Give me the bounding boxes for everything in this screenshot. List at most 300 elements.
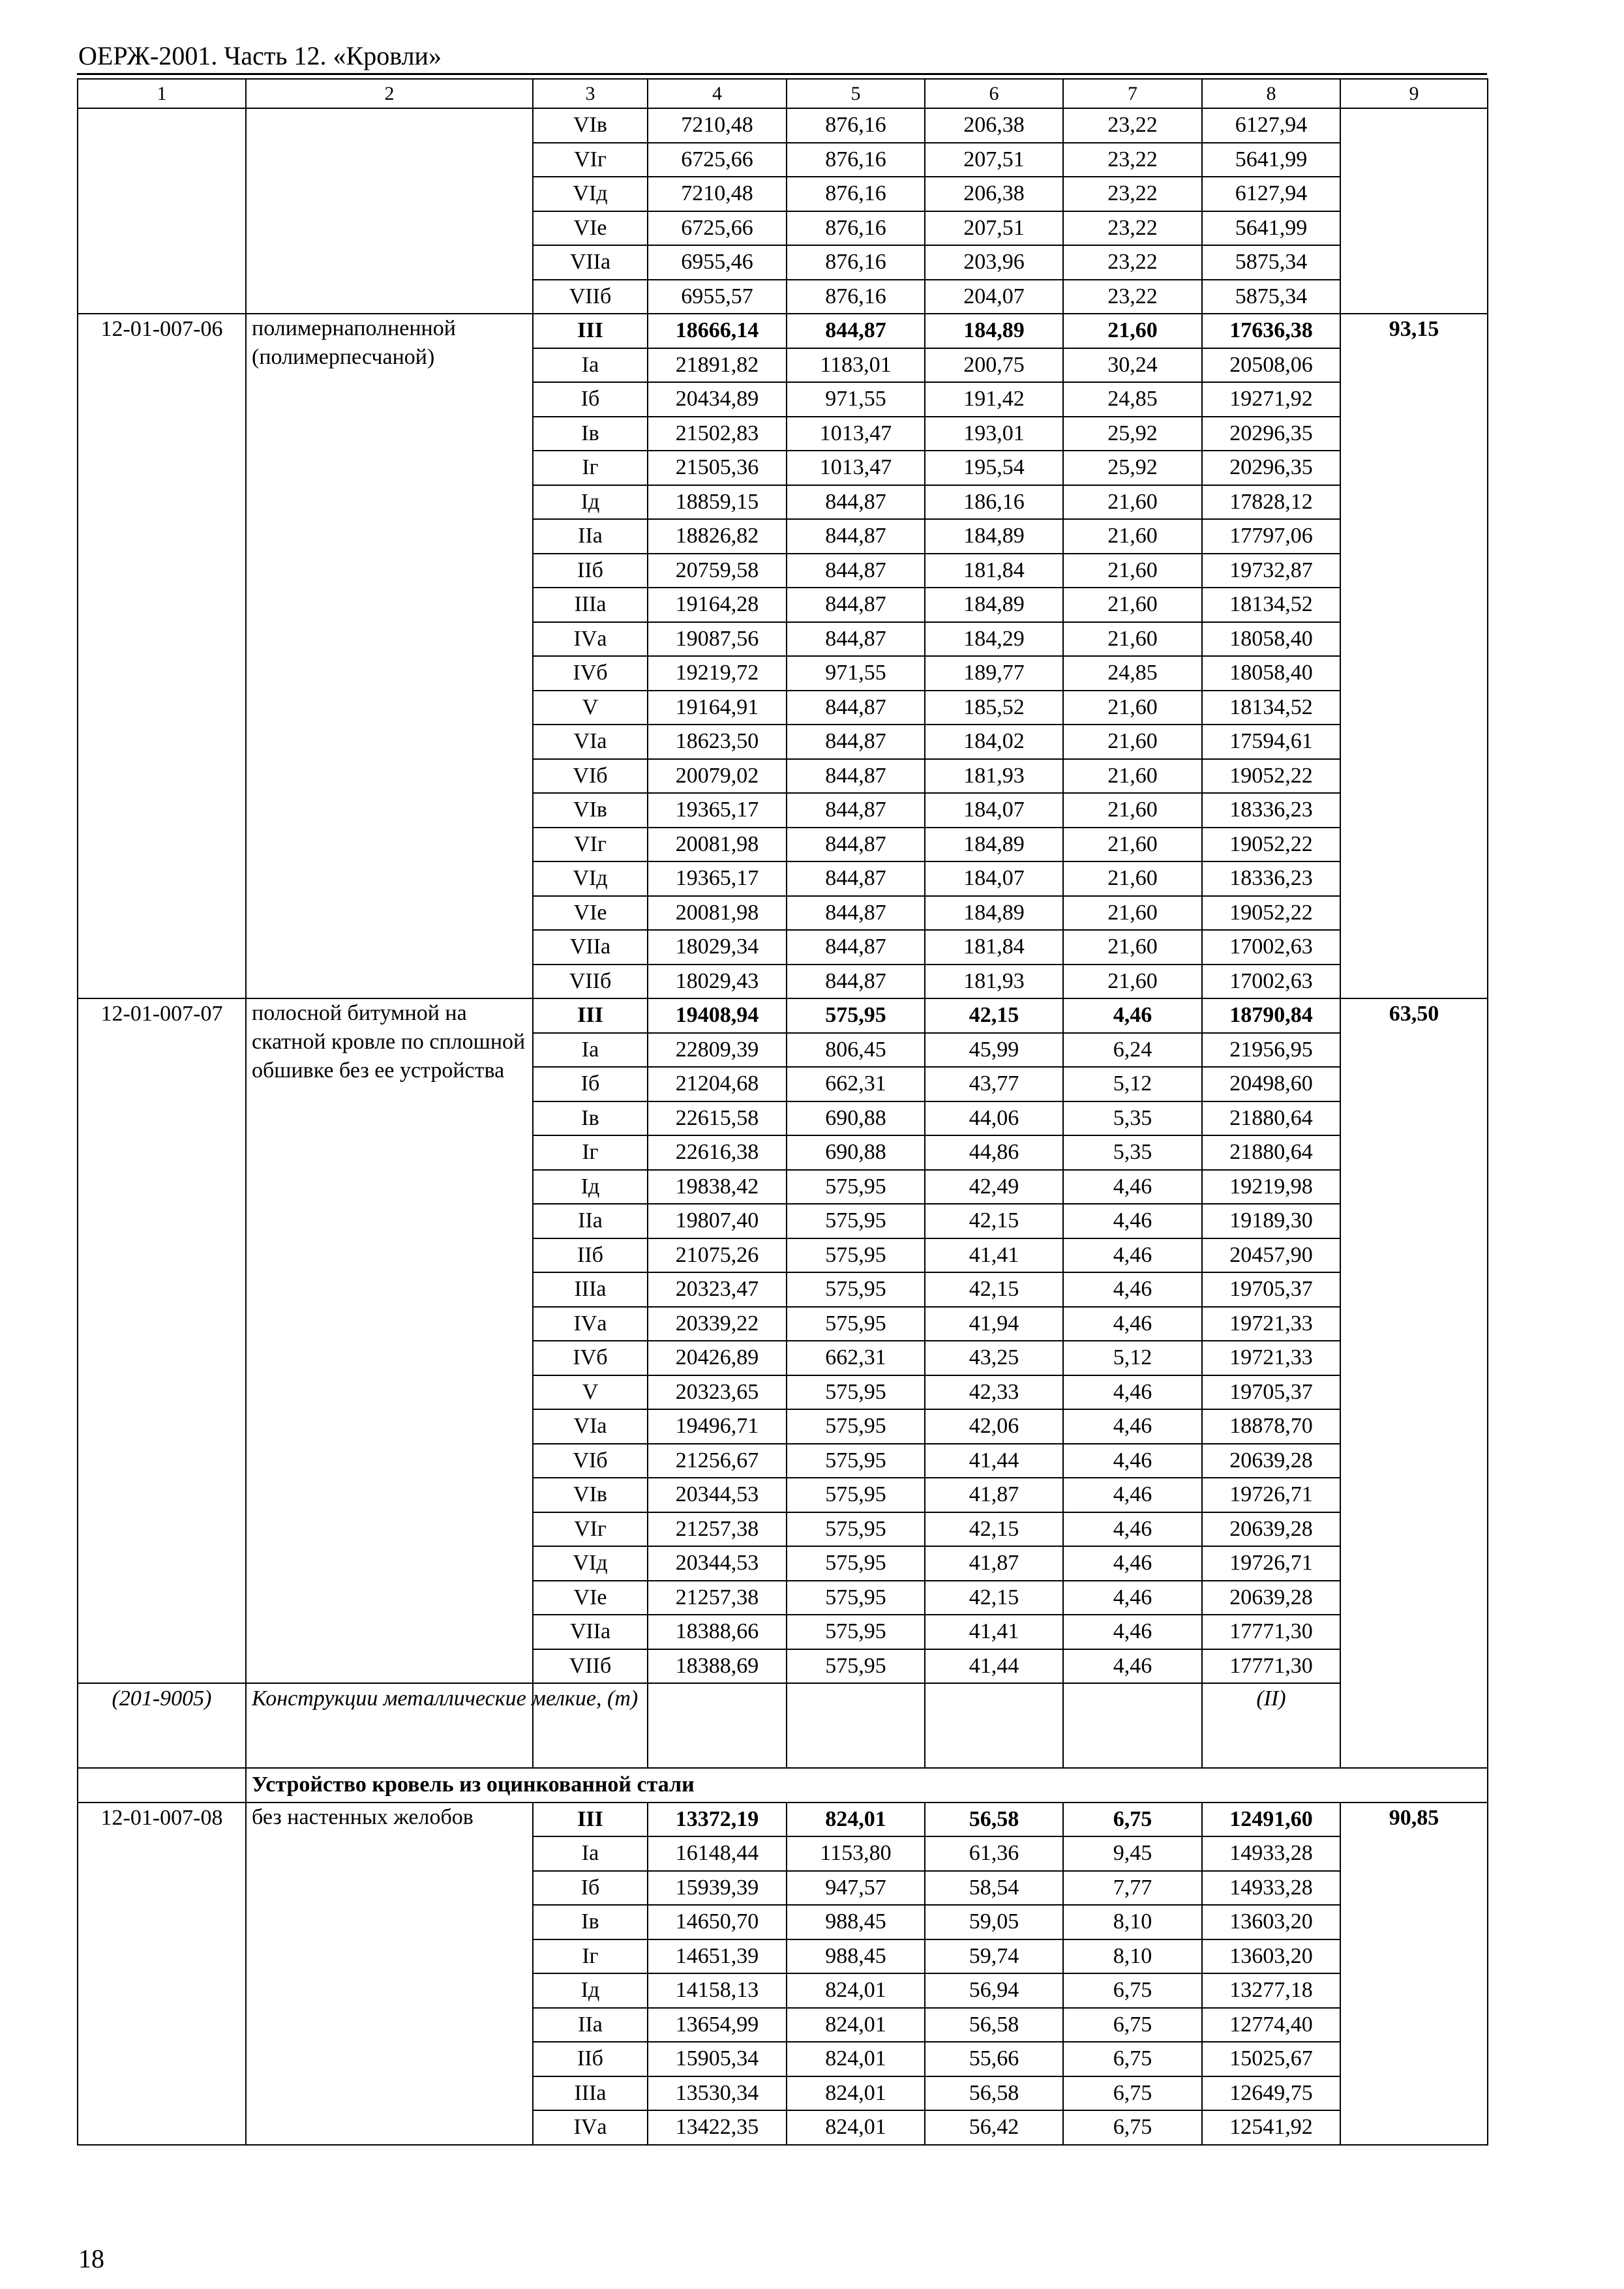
value-cell: 876,16 — [787, 108, 925, 143]
value-cell: 19496,71 — [648, 1409, 787, 1444]
table-row — [78, 177, 1488, 211]
value-cell: 21,60 — [1063, 725, 1202, 759]
value-cell: 988,45 — [787, 1939, 925, 1974]
page-number: 18 — [78, 2244, 104, 2273]
name-cell: без настенных желобов — [246, 1803, 533, 2145]
value-cell: 43,77 — [925, 1067, 1063, 1101]
value-cell: 41,87 — [925, 1546, 1063, 1581]
value-cell: 19705,37 — [1202, 1375, 1340, 1410]
value-cell: 12491,60 — [1202, 1803, 1340, 1837]
value-cell: 19052,22 — [1202, 759, 1340, 794]
column-number-row — [78, 79, 1488, 108]
value-cell: 4,46 — [1063, 1307, 1202, 1341]
value-cell: 575,95 — [787, 1204, 925, 1238]
region-code-cell: III — [533, 1803, 648, 1837]
value-cell: 19408,94 — [648, 998, 787, 1033]
region-code-cell: Iа — [533, 348, 648, 383]
region-code-cell: Iв — [533, 1905, 648, 1939]
value-cell: 5875,34 — [1202, 280, 1340, 314]
value-cell: 21956,95 — [1202, 1033, 1340, 1068]
value-cell: 20081,98 — [648, 896, 787, 931]
region-code-cell: Iб — [533, 1067, 648, 1101]
note-row — [78, 1683, 1488, 1768]
value-cell: 947,57 — [787, 1871, 925, 1906]
region-code-cell: IVб — [533, 1341, 648, 1375]
value-cell: 21256,67 — [648, 1444, 787, 1478]
value-cell: 824,01 — [787, 2076, 925, 2111]
value-cell: 15905,34 — [648, 2042, 787, 2076]
value-cell: 45,99 — [925, 1033, 1063, 1068]
region-code-cell: III — [533, 314, 648, 348]
value-cell: 20457,90 — [1202, 1238, 1340, 1273]
value-cell: 575,95 — [787, 1375, 925, 1410]
col9-cell — [1340, 211, 1488, 246]
value-cell: 19365,17 — [648, 861, 787, 896]
col9-cell: 63,50 — [1340, 998, 1488, 1768]
value-cell: 14933,28 — [1202, 1836, 1340, 1871]
region-code-cell: V — [533, 1375, 648, 1410]
value-cell: 21,60 — [1063, 896, 1202, 931]
value-cell: 56,58 — [925, 1803, 1063, 1837]
region-code-cell: VIе — [533, 211, 648, 246]
value-cell: 21,60 — [1063, 930, 1202, 965]
value-cell: 56,94 — [925, 1973, 1063, 2008]
value-cell: 575,95 — [787, 998, 925, 1033]
note-col8: (II) — [1202, 1683, 1340, 1768]
value-cell: 844,87 — [787, 725, 925, 759]
value-cell: 184,02 — [925, 725, 1063, 759]
value-cell: 844,87 — [787, 861, 925, 896]
region-code-cell: VIе — [533, 896, 648, 931]
value-cell: 61,36 — [925, 1836, 1063, 1871]
value-cell: 56,58 — [925, 2008, 1063, 2042]
region-code-cell: Iг — [533, 451, 648, 485]
value-cell: 13654,99 — [648, 2008, 787, 2042]
value-cell: 6725,66 — [648, 143, 787, 177]
region-code-cell: IVа — [533, 2110, 648, 2145]
value-cell: 17594,61 — [1202, 725, 1340, 759]
value-cell: 4,46 — [1063, 1375, 1202, 1410]
value-cell: 17002,63 — [1202, 965, 1340, 999]
value-cell: 189,77 — [925, 656, 1063, 691]
code-cell — [78, 108, 246, 143]
region-code-cell: VIб — [533, 759, 648, 794]
value-cell: 184,89 — [925, 896, 1063, 931]
region-code-cell: IIа — [533, 1204, 648, 1238]
value-cell: 5,35 — [1063, 1135, 1202, 1170]
value-cell: 20323,47 — [648, 1272, 787, 1307]
value-cell: 21,60 — [1063, 691, 1202, 725]
col9-cell — [1340, 280, 1488, 314]
value-cell: 21,60 — [1063, 793, 1202, 828]
value-cell: 806,45 — [787, 1033, 925, 1068]
region-code-cell: IVа — [533, 622, 648, 657]
empty-cell — [1063, 1683, 1202, 1768]
value-cell: 19726,71 — [1202, 1478, 1340, 1512]
value-cell: 575,95 — [787, 1615, 925, 1649]
value-cell: 18826,82 — [648, 519, 787, 554]
value-cell: 575,95 — [787, 1478, 925, 1512]
region-code-cell: Iа — [533, 1033, 648, 1068]
value-cell: 4,46 — [1063, 1272, 1202, 1307]
value-cell: 1183,01 — [787, 348, 925, 383]
value-cell: 24,85 — [1063, 382, 1202, 417]
value-cell: 21880,64 — [1202, 1101, 1340, 1136]
value-cell: 184,89 — [925, 519, 1063, 554]
value-cell: 6,75 — [1063, 1803, 1202, 1837]
column-number: 8 — [1202, 79, 1340, 108]
code-cell — [78, 211, 246, 246]
region-code-cell: IIб — [533, 2042, 648, 2076]
value-cell: 20639,28 — [1202, 1581, 1340, 1615]
value-cell: 181,93 — [925, 965, 1063, 999]
code-cell — [78, 177, 246, 211]
value-cell: 19052,22 — [1202, 828, 1340, 862]
value-cell: 59,05 — [925, 1905, 1063, 1939]
code-cell: 12-01-007-07 — [78, 998, 246, 1683]
value-cell: 14651,39 — [648, 1939, 787, 1974]
value-cell: 186,16 — [925, 485, 1063, 520]
value-cell: 23,22 — [1063, 245, 1202, 280]
column-number: 5 — [787, 79, 925, 108]
value-cell: 42,49 — [925, 1170, 1063, 1204]
table-row — [78, 245, 1488, 280]
section-title: Устройство кровель из оцинкованной стали — [246, 1768, 1488, 1803]
region-code-cell: IVб — [533, 656, 648, 691]
value-cell: 14650,70 — [648, 1905, 787, 1939]
code-cell — [78, 280, 246, 314]
value-cell: 575,95 — [787, 1649, 925, 1684]
value-cell: 21,60 — [1063, 861, 1202, 896]
table-row — [78, 998, 1488, 1033]
col9-cell — [1340, 143, 1488, 177]
region-code-cell: VIв — [533, 793, 648, 828]
value-cell: 18134,52 — [1202, 588, 1340, 622]
value-cell: 20426,89 — [648, 1341, 787, 1375]
value-cell: 1153,80 — [787, 1836, 925, 1871]
note-code: (201-9005) — [78, 1683, 246, 1768]
section-row — [78, 1768, 1488, 1803]
value-cell: 4,46 — [1063, 1478, 1202, 1512]
region-code-cell: Iг — [533, 1135, 648, 1170]
value-cell: 19087,56 — [648, 622, 787, 657]
value-cell: 206,38 — [925, 108, 1063, 143]
region-code-cell: VIг — [533, 828, 648, 862]
value-cell: 17002,63 — [1202, 930, 1340, 965]
region-code-cell: IIа — [533, 2008, 648, 2042]
region-code-cell: VIд — [533, 177, 648, 211]
value-cell: 14933,28 — [1202, 1871, 1340, 1906]
region-code-cell: VIд — [533, 1546, 648, 1581]
value-cell: 184,89 — [925, 314, 1063, 348]
value-cell: 200,75 — [925, 348, 1063, 383]
value-cell: 844,87 — [787, 691, 925, 725]
code-cell: 12-01-007-06 — [78, 314, 246, 998]
value-cell: 181,84 — [925, 930, 1063, 965]
value-cell: 8,10 — [1063, 1939, 1202, 1974]
table-row — [78, 1803, 1488, 1837]
region-code-cell: Iг — [533, 1939, 648, 1974]
value-cell: 4,46 — [1063, 1409, 1202, 1444]
value-cell: 19271,92 — [1202, 382, 1340, 417]
value-cell: 17828,12 — [1202, 485, 1340, 520]
value-cell: 16148,44 — [648, 1836, 787, 1871]
value-cell: 844,87 — [787, 314, 925, 348]
value-cell: 17771,30 — [1202, 1615, 1340, 1649]
region-code-cell: III — [533, 998, 648, 1033]
value-cell: 876,16 — [787, 280, 925, 314]
value-cell: 203,96 — [925, 245, 1063, 280]
value-cell: 41,44 — [925, 1444, 1063, 1478]
value-cell: 19219,72 — [648, 656, 787, 691]
value-cell: 44,86 — [925, 1135, 1063, 1170]
value-cell: 184,07 — [925, 793, 1063, 828]
col9-cell — [1340, 177, 1488, 211]
note-description: Конструкции металлические мелкие, (т) — [246, 1683, 533, 1768]
region-code-cell: VIб — [533, 1444, 648, 1478]
value-cell: 662,31 — [787, 1067, 925, 1101]
value-cell: 18058,40 — [1202, 622, 1340, 657]
value-cell: 42,15 — [925, 1272, 1063, 1307]
region-code-cell: VIд — [533, 861, 648, 896]
value-cell: 23,22 — [1063, 108, 1202, 143]
value-cell: 13372,19 — [648, 1803, 787, 1837]
col9-cell — [1340, 245, 1488, 280]
value-cell: 20508,06 — [1202, 348, 1340, 383]
value-cell: 7,77 — [1063, 1871, 1202, 1906]
value-cell: 191,42 — [925, 382, 1063, 417]
value-cell: 14158,13 — [648, 1973, 787, 2008]
value-cell: 21,60 — [1063, 759, 1202, 794]
column-number: 6 — [925, 79, 1063, 108]
value-cell: 4,46 — [1063, 1581, 1202, 1615]
value-cell: 19721,33 — [1202, 1307, 1340, 1341]
value-cell: 184,89 — [925, 588, 1063, 622]
region-code-cell: Iд — [533, 1170, 648, 1204]
value-cell: 18336,23 — [1202, 861, 1340, 896]
value-cell: 5641,99 — [1202, 143, 1340, 177]
value-cell: 181,93 — [925, 759, 1063, 794]
value-cell: 824,01 — [787, 2110, 925, 2145]
value-cell: 42,15 — [925, 1581, 1063, 1615]
value-cell: 6955,57 — [648, 280, 787, 314]
col9-cell — [1340, 108, 1488, 143]
region-code-cell: VIIа — [533, 930, 648, 965]
value-cell: 43,25 — [925, 1341, 1063, 1375]
value-cell: 6,75 — [1063, 2076, 1202, 2111]
value-cell: 6,75 — [1063, 2042, 1202, 2076]
value-cell: 17797,06 — [1202, 519, 1340, 554]
value-cell: 18134,52 — [1202, 691, 1340, 725]
region-code-cell: V — [533, 691, 648, 725]
value-cell: 23,22 — [1063, 211, 1202, 246]
region-code-cell: Iб — [533, 382, 648, 417]
value-cell: 575,95 — [787, 1512, 925, 1547]
value-cell: 6127,94 — [1202, 108, 1340, 143]
value-cell: 195,54 — [925, 451, 1063, 485]
value-cell: 13422,35 — [648, 2110, 787, 2145]
value-cell: 18029,43 — [648, 965, 787, 999]
value-cell: 41,87 — [925, 1478, 1063, 1512]
value-cell: 41,41 — [925, 1615, 1063, 1649]
value-cell: 15939,39 — [648, 1871, 787, 1906]
table-row — [78, 143, 1488, 177]
value-cell: 971,55 — [787, 382, 925, 417]
value-cell: 23,22 — [1063, 177, 1202, 211]
value-cell: 4,46 — [1063, 1444, 1202, 1478]
value-cell: 18388,69 — [648, 1649, 787, 1684]
value-cell: 844,87 — [787, 485, 925, 520]
value-cell: 21075,26 — [648, 1238, 787, 1273]
value-cell: 42,15 — [925, 1512, 1063, 1547]
value-cell: 20639,28 — [1202, 1512, 1340, 1547]
value-cell: 58,54 — [925, 1871, 1063, 1906]
value-cell: 21,60 — [1063, 828, 1202, 862]
region-code-cell: VIг — [533, 1512, 648, 1547]
value-cell: 19164,91 — [648, 691, 787, 725]
value-cell: 42,15 — [925, 1204, 1063, 1238]
value-cell: 56,42 — [925, 2110, 1063, 2145]
value-cell: 844,87 — [787, 930, 925, 965]
value-cell: 844,87 — [787, 588, 925, 622]
empty-cell — [925, 1683, 1063, 1768]
value-cell: 844,87 — [787, 828, 925, 862]
value-cell: 184,07 — [925, 861, 1063, 896]
value-cell: 19219,98 — [1202, 1170, 1340, 1204]
value-cell: 193,01 — [925, 417, 1063, 451]
region-code-cell: Iд — [533, 1973, 648, 2008]
value-cell: 23,22 — [1063, 143, 1202, 177]
value-cell: 12541,92 — [1202, 2110, 1340, 2145]
region-code-cell: VIв — [533, 108, 648, 143]
column-number: 1 — [78, 79, 246, 108]
value-cell: 13603,20 — [1202, 1905, 1340, 1939]
value-cell: 4,46 — [1063, 1512, 1202, 1547]
name-cell: полосной битумной на скатной кровле по сплошной обшивке без ее устройства — [246, 998, 533, 1683]
value-cell: 575,95 — [787, 1170, 925, 1204]
region-code-cell: Iв — [533, 1101, 648, 1136]
value-cell: 6,24 — [1063, 1033, 1202, 1068]
region-code-cell: IIб — [533, 1238, 648, 1273]
value-cell: 6,75 — [1063, 2110, 1202, 2145]
value-cell: 19726,71 — [1202, 1546, 1340, 1581]
value-cell: 55,66 — [925, 2042, 1063, 2076]
value-cell: 575,95 — [787, 1444, 925, 1478]
column-number: 9 — [1340, 79, 1488, 108]
value-cell: 4,46 — [1063, 1546, 1202, 1581]
value-cell: 6127,94 — [1202, 177, 1340, 211]
value-cell: 19189,30 — [1202, 1204, 1340, 1238]
name-cell: полимернаполненной (полимерпесчаной) — [246, 314, 533, 998]
value-cell: 824,01 — [787, 2042, 925, 2076]
code-cell — [78, 143, 246, 177]
value-cell: 19705,37 — [1202, 1272, 1340, 1307]
value-cell: 5875,34 — [1202, 245, 1340, 280]
value-cell: 21,60 — [1063, 622, 1202, 657]
value-cell: 18859,15 — [648, 485, 787, 520]
column-number: 2 — [246, 79, 533, 108]
value-cell: 6,75 — [1063, 2008, 1202, 2042]
value-cell: 20079,02 — [648, 759, 787, 794]
value-cell: 20081,98 — [648, 828, 787, 862]
value-cell: 44,06 — [925, 1101, 1063, 1136]
region-code-cell: IIIа — [533, 588, 648, 622]
value-cell: 19052,22 — [1202, 896, 1340, 931]
value-cell: 690,88 — [787, 1135, 925, 1170]
value-cell: 9,45 — [1063, 1836, 1202, 1871]
name-cell — [246, 245, 533, 280]
region-code-cell: VIIб — [533, 965, 648, 999]
region-code-cell: VIв — [533, 1478, 648, 1512]
value-cell: 20639,28 — [1202, 1444, 1340, 1478]
name-cell — [246, 108, 533, 143]
value-cell: 24,85 — [1063, 656, 1202, 691]
value-cell: 41,41 — [925, 1238, 1063, 1273]
value-cell: 21,60 — [1063, 485, 1202, 520]
table-row — [78, 108, 1488, 143]
region-code-cell: IIб — [533, 554, 648, 588]
value-cell: 876,16 — [787, 211, 925, 246]
value-cell: 19838,42 — [648, 1170, 787, 1204]
value-cell: 575,95 — [787, 1272, 925, 1307]
value-cell: 20498,60 — [1202, 1067, 1340, 1101]
col9-cell: 93,15 — [1340, 314, 1488, 998]
value-cell: 844,87 — [787, 554, 925, 588]
value-cell: 575,95 — [787, 1546, 925, 1581]
value-cell: 18878,70 — [1202, 1409, 1340, 1444]
value-cell: 19721,33 — [1202, 1341, 1340, 1375]
value-cell: 4,46 — [1063, 998, 1202, 1033]
name-cell — [246, 177, 533, 211]
region-code-cell: VIа — [533, 1409, 648, 1444]
value-cell: 575,95 — [787, 1307, 925, 1341]
value-cell: 988,45 — [787, 1905, 925, 1939]
value-cell: 844,87 — [787, 965, 925, 999]
value-cell: 18623,50 — [648, 725, 787, 759]
region-code-cell: VIIб — [533, 1649, 648, 1684]
value-cell: 844,87 — [787, 896, 925, 931]
value-cell: 971,55 — [787, 656, 925, 691]
value-cell: 25,92 — [1063, 417, 1202, 451]
value-cell: 8,10 — [1063, 1905, 1202, 1939]
region-code-cell: Iб — [533, 1871, 648, 1906]
value-cell: 12649,75 — [1202, 2076, 1340, 2111]
value-cell: 5,12 — [1063, 1067, 1202, 1101]
value-cell: 22615,58 — [648, 1101, 787, 1136]
page-header: ОЕРЖ-2001. Часть 12. «Кровли» — [78, 41, 442, 70]
value-cell: 17771,30 — [1202, 1649, 1340, 1684]
value-cell: 21891,82 — [648, 348, 787, 383]
rates-table — [77, 78, 1488, 2146]
value-cell: 21204,68 — [648, 1067, 787, 1101]
value-cell: 20296,35 — [1202, 417, 1340, 451]
value-cell: 21,60 — [1063, 554, 1202, 588]
empty-cell — [648, 1683, 787, 1768]
value-cell: 41,44 — [925, 1649, 1063, 1684]
table-row — [78, 314, 1488, 348]
code-cell — [78, 245, 246, 280]
value-cell: 7210,48 — [648, 177, 787, 211]
value-cell: 6,75 — [1063, 1973, 1202, 2008]
value-cell: 15025,67 — [1202, 2042, 1340, 2076]
value-cell: 22616,38 — [648, 1135, 787, 1170]
value-cell: 21,60 — [1063, 965, 1202, 999]
value-cell: 21,60 — [1063, 314, 1202, 348]
value-cell: 20339,22 — [648, 1307, 787, 1341]
value-cell: 19164,28 — [648, 588, 787, 622]
name-cell — [246, 143, 533, 177]
value-cell: 41,94 — [925, 1307, 1063, 1341]
